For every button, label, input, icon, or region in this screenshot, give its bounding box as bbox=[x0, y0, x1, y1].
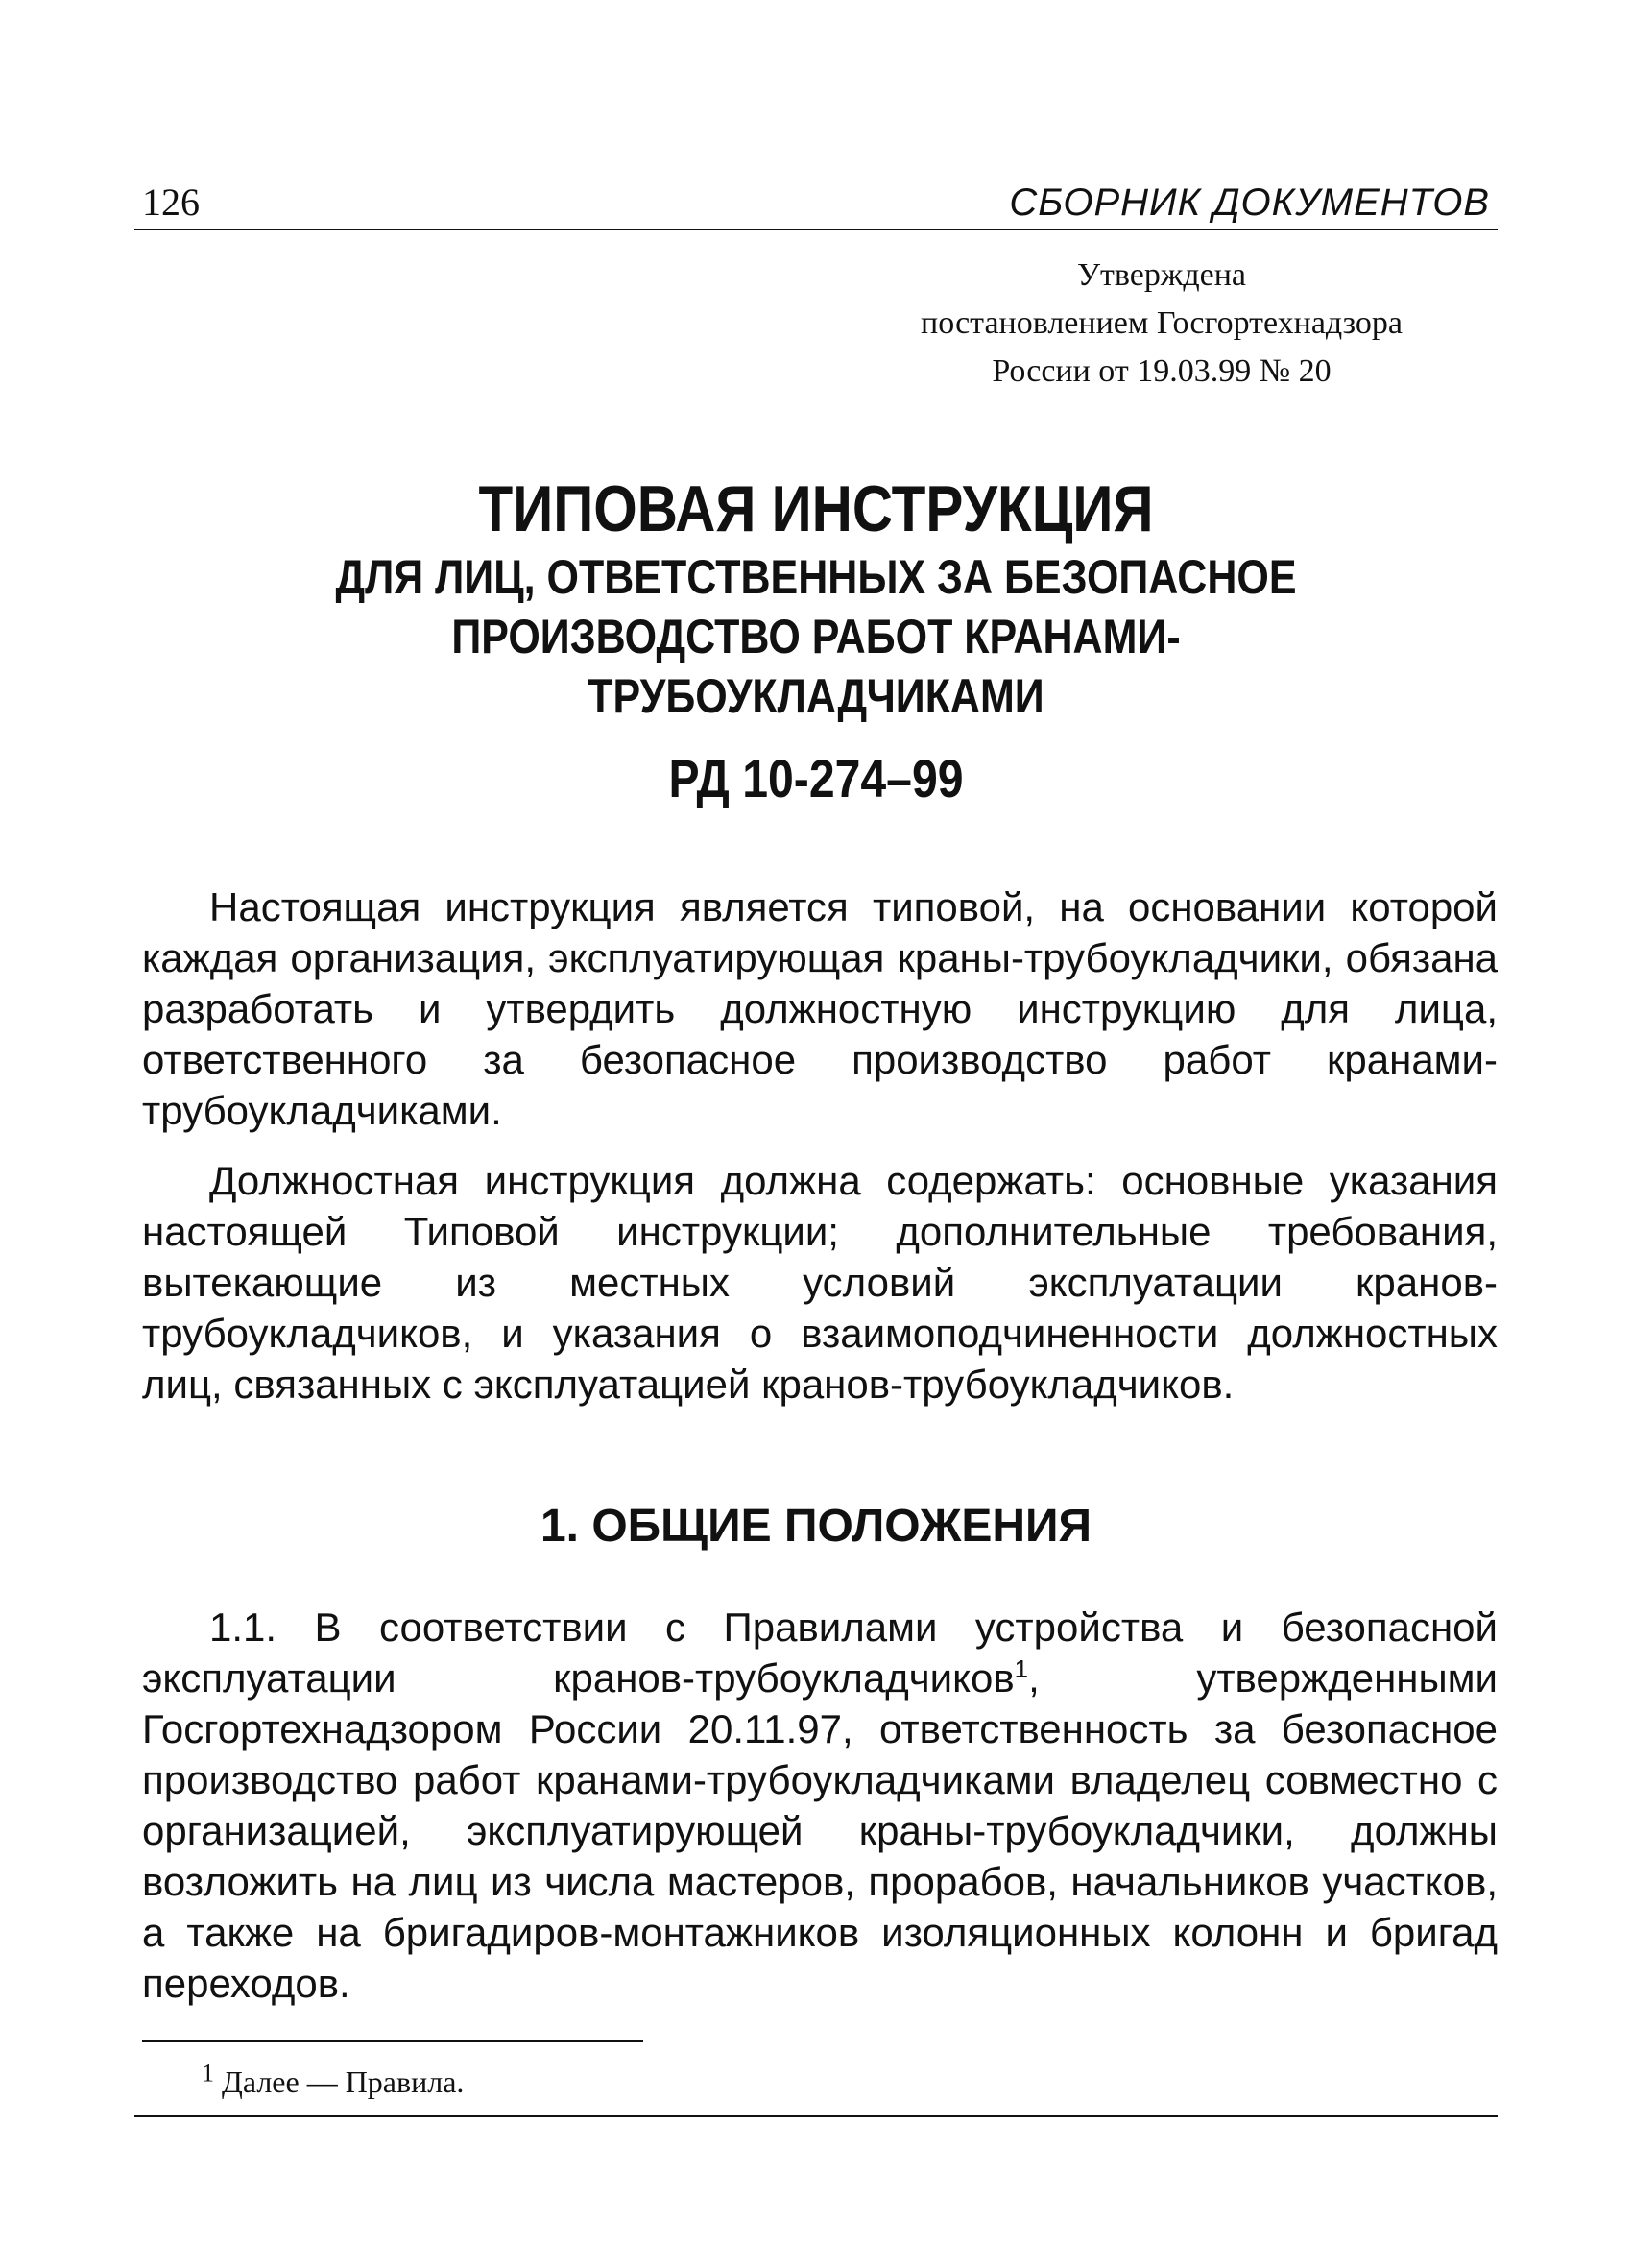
title-subline-2: ПРОИЗВОДСТВО РАБОТ КРАНАМИ-ТРУБОУКЛАДЧИКАМИ bbox=[451, 610, 1181, 723]
section-heading: 1. ОБЩИЕ ПОЛОЖЕНИЯ bbox=[540, 1501, 1092, 1552]
collection-title: СБОРНИК ДОКУМЕНТОВ bbox=[1009, 181, 1490, 224]
footnote-reference: 1 bbox=[1014, 1654, 1029, 1683]
footnote bbox=[202, 2059, 465, 2100]
document-title bbox=[134, 470, 1498, 726]
page-number: 126 bbox=[142, 181, 200, 224]
running-head bbox=[134, 173, 1498, 230]
approval-block bbox=[826, 252, 1498, 396]
paragraph-1-1-text-start: 1.1. В соответствии с Правилами устройства и безопасной эксплуатации кранов-трубоукладчиков bbox=[142, 1604, 1498, 1701]
approval-line-3: России от 19.03.99 № 20 bbox=[992, 353, 1332, 389]
document-code: РД 10-274–99 bbox=[668, 748, 964, 808]
intro-paragraph-1: Настоящая инструкция является типовой, на основании которой каждая организация, эксплуатирующая краны-трубоукладчики, обязана разработать и утвердить должностную инструкцию для лица, ответственного за безопасное производство работ кранами-трубоукладчиками. bbox=[142, 884, 1498, 1133]
footnote-separator bbox=[142, 2040, 643, 2042]
footnote-text: Далее — Правила. bbox=[214, 2064, 465, 2099]
paragraph-1-1-text-end: , утвержденными Госгортехнадзором России 20.11.97, ответственность за безопасное производство работ кранами-трубоукладчиками владелец совместно с организацией, эксплуатирующей краны-трубоукладчики, должны возложить на лиц из числа мастеров, прорабов, начальников участков, а также на бригадиров-монтажников изоляционных колонн и бригад переходов. bbox=[142, 1655, 1498, 2006]
paragraph-1-1 bbox=[142, 1602, 1498, 2009]
intro-paragraph-2: Должностная инструкция должна содержать: основные указания настоящей Типовой инструкции; дополнительные требования, вытекающие из местных условий эксплуатации кранов-трубоукладчиков, и указания о взаимоподчиненности должностных лиц, связанных с эксплуатацией кранов-трубоукладчиков. bbox=[142, 1158, 1498, 1407]
title-main: ТИПОВАЯ ИНСТРУКЦИЯ bbox=[478, 472, 1154, 545]
title-subline-1: ДЛЯ ЛИЦ, ОТВЕТСТВЕННЫХ ЗА БЕЗОПАСНОЕ bbox=[335, 550, 1297, 604]
bottom-rule bbox=[134, 2115, 1498, 2117]
footnote-mark: 1 bbox=[202, 2059, 214, 2087]
approval-line-1: Утверждена bbox=[1076, 257, 1247, 293]
approval-line-2: постановлением Госгортехнадзора bbox=[921, 305, 1403, 341]
